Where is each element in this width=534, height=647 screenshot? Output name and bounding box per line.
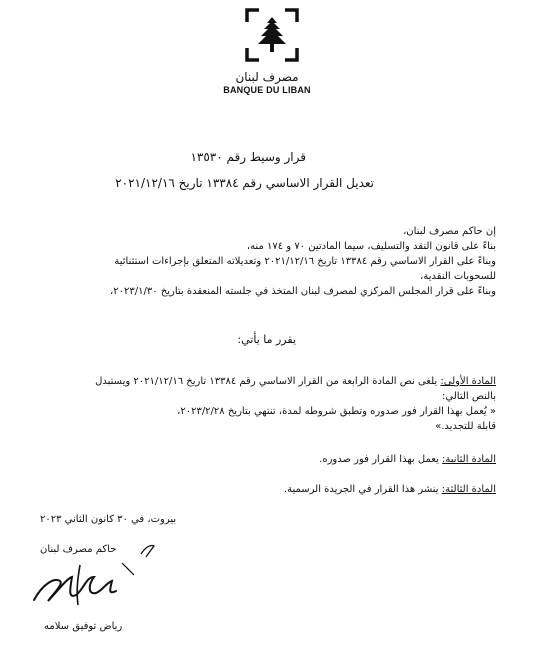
governor-name: رياض توفيق سلامه (44, 621, 123, 632)
article-3-label: المادة الثالثة: (441, 484, 496, 495)
preamble-line: بناءً على قانون النقد والتسليف، سيما المادتين ٧٠ و ١٧٤ منه، (246, 241, 496, 252)
article-1-line: بالنص التالي: (442, 391, 496, 402)
place-date: بيروت، في ٣٠ كانون الثاني ٢٠٢٣ (40, 514, 177, 525)
article-2-text: يعمل بهذا القرار فور صدوره. (319, 454, 439, 465)
decision-title: قرار وسيط رقم ١٣٥٣٠ (190, 150, 306, 164)
preamble-line: للسحوبات النقدية، (420, 271, 496, 282)
handwritten-signature (30, 555, 140, 615)
governor-title: حاكم مصرف لبنان (40, 544, 117, 555)
article-1-label: المادة الأولى: (440, 376, 496, 387)
article-3-text: ينشر هذا القرار في الجريدة الرسمية. (283, 484, 439, 495)
article-1-text: يلغى نص المادة الرابعة من القرار الاساسي رقم ١٣٣٨٤ تاريخ ٢٠٢١/١٢/١٦ ويستبدل (95, 376, 438, 387)
article-1-line: « يُعمل بهذا القرار فور صدوره وتطبق شروطه لمدة، تنتهي بتاريخ ٢٠٢٣/٢/٢٨، (177, 406, 496, 417)
article-3-line (284, 483, 496, 496)
bank-name-french: BANQUE DU LIBAN (223, 85, 311, 95)
preamble-line: وبناءً على قرار المجلس المركزي لمصرف لبنان المتخذ في جلسته المنعقدة بتاريخ ٢٠٢٣/١/٣٠، (110, 286, 496, 297)
article-1-line (95, 375, 496, 388)
cedar-logo-icon (245, 8, 299, 62)
article-1-line: قابلة للتجديد.» (435, 421, 496, 432)
signature-mark (138, 540, 158, 560)
preamble-line: وبناءً على القرار الاساسي رقم ١٣٣٨٤ تاريخ ٢٠٢١/١٢/١٦ وتعديلاته المتعلق بإجراءات استثنائية (114, 256, 496, 267)
preamble-line: إن حاكم مصرف لبنان، (403, 226, 496, 237)
article-2-line (319, 453, 496, 466)
article-2-label: المادة الثانية: (442, 454, 496, 465)
decision-subtitle: تعديل القرار الاساسي رقم ١٣٣٨٤ تاريخ ٢٠٢١/١٢/١٦ (115, 176, 374, 190)
bank-name-arabic: مصرف لبنان (235, 70, 299, 84)
decides-heading: يقرر ما يأتي: (237, 333, 296, 346)
